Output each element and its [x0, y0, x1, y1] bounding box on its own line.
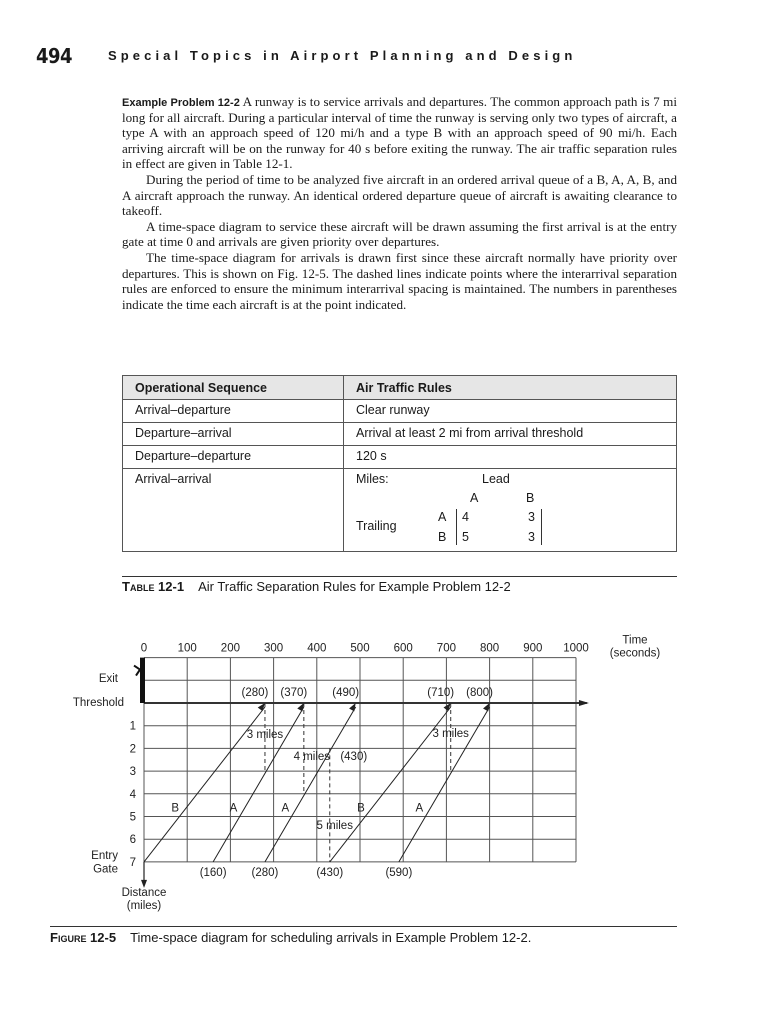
matrix-col-label: B [526, 491, 535, 505]
aircraft-type-label: B [171, 802, 180, 815]
separation-label: 5 miles [316, 819, 353, 832]
x-tick-label: 300 [264, 642, 284, 655]
column-header: Air Traffic Rules [344, 376, 677, 400]
threshold-time-label: (800) [466, 687, 494, 699]
table-row [123, 469, 677, 552]
x-tick-label: 600 [393, 642, 413, 655]
matrix-value: 5 [462, 530, 469, 544]
arrow-head-icon [349, 703, 356, 711]
threshold-time-label: (370) [280, 687, 308, 699]
table-cell: Arrival–arrival [123, 469, 344, 552]
table-cell: Arrival–departure [123, 400, 344, 423]
arrow-head-icon [297, 703, 304, 711]
x-axis-label: Time [622, 634, 648, 647]
separation-label: 3 miles [246, 729, 284, 742]
x-axis-label: (seconds) [609, 647, 661, 660]
page-number: 494 [36, 44, 73, 68]
body-text [122, 94, 677, 312]
x-tick-label: 1000 [563, 642, 589, 655]
y-tick-label: 5 [129, 811, 136, 824]
aircraft-type-label: A [229, 802, 238, 815]
table-caption [122, 579, 511, 594]
y-label-entry-gate: Gate [93, 863, 118, 876]
table-cell: Departure–arrival [123, 423, 344, 446]
entry-time-label: (280) [251, 866, 279, 879]
example-label: Example Problem 12-2 [122, 97, 240, 109]
lead-label: Lead [482, 472, 510, 486]
column-header: Operational Sequence [123, 376, 344, 400]
figure-caption-text: Time-space diagram for scheduling arrivals in Example Problem 12-2. [130, 930, 532, 945]
paragraph-4: The time-space diagram for arrivals is drawn first since these aircraft normally have priority over departures. This is shown on Fig. 12-5. The dashed lines indicate points where the interarrival separation rules are enforced to ensure the minimum interarrival spacing is maintained. The numbers in parentheses indicate the time each aircraft is at the point indicated. [122, 249, 677, 312]
matrix-row-label: B [438, 530, 447, 544]
threshold-time-label: (280) [241, 687, 269, 699]
paragraph-2: During the period of time to be analyzed five aircraft in an ordered arrival queue of a B, A, A, B, and A aircraft approach the runway. An identical ordered departure queue of aircraft is awaiting clearance to takeoff. [122, 171, 677, 219]
matrix-col-label: A [470, 491, 479, 505]
table-cell: 120 s [344, 446, 677, 469]
entry-time-label: (430) [316, 866, 344, 879]
paragraph-1 [122, 94, 677, 172]
x-tick-label: 100 [177, 642, 197, 655]
entry-time-label: (590) [385, 866, 413, 879]
separation-time-label: (430) [340, 750, 368, 763]
matrix-row-label: A [438, 510, 447, 524]
arrow-head-icon [443, 703, 450, 711]
separation-rules-table [122, 375, 677, 552]
matrix-value: 3 [528, 510, 535, 524]
table-header-row [123, 376, 677, 400]
arrow-head-icon [483, 703, 490, 711]
x-tick-label: 0 [140, 642, 148, 655]
entry-time-label: (160) [199, 866, 227, 879]
trailing-label: Trailing [356, 519, 397, 533]
paragraph-3: A time-space diagram to service these aircraft will be drawn assuming the first arrival is at the entry gate at time 0 and arrivals are given priority over departures. [122, 218, 677, 250]
x-tick-label: 800 [480, 642, 500, 655]
caption-rule [50, 926, 677, 927]
threshold-time-label: (490) [332, 687, 360, 699]
y-tick-label: 6 [129, 834, 136, 847]
y-label-exit: Exit [98, 673, 118, 686]
exit-taxiway-icon [134, 666, 140, 676]
running-header: Special Topics in Airport Planning and Design [108, 48, 577, 63]
matrix-value: 3 [528, 530, 535, 544]
table-caption-label: Table 12-1 [122, 579, 185, 594]
y-axis-label: (miles) [126, 899, 162, 912]
x-tick-label: 700 [436, 642, 456, 655]
y-label-entry-gate: Entry [91, 850, 118, 863]
figure-caption-label: Figure 12-5 [50, 930, 117, 945]
arrow-head-icon [258, 703, 265, 711]
x-tick-label: 200 [220, 642, 240, 655]
aircraft-type-label: A [415, 802, 424, 815]
separation-label: 4 miles [293, 750, 331, 763]
miles-label: Miles: [356, 472, 389, 486]
threshold-time-label: (710) [427, 687, 455, 699]
y-tick-label: 7 [129, 856, 136, 869]
aircraft-type-label: B [357, 802, 365, 815]
table-cell: Clear runway [344, 400, 677, 423]
aircraft-type-label: A [281, 802, 290, 815]
table-caption-text: Air Traffic Separation Rules for Example Problem 12-2 [198, 579, 511, 594]
table-cell: Arrival at least 2 mi from arrival threshold [344, 423, 677, 446]
paragraph-1-text: A runway is to service arrivals and departures. The common approach path is 7 mi long for all aircraft. During a particular interval of time the runway is serving only two types of aircraft, a type A with an approach speed of 120 mi/h and a type B with an approach speed of 90 mi/h. Each arriving aircraft will be on the runway for 40 s before exiting the runway. The air traffic separation rules in effect are given in Table 12-1. [122, 94, 677, 172]
caption-rule [122, 576, 677, 577]
y-axis-label: Distance [121, 886, 167, 899]
y-label-threshold: Threshold [72, 697, 124, 709]
y-tick-label: 2 [129, 743, 136, 756]
table-cell [344, 469, 677, 552]
time-space-diagram [0, 625, 768, 925]
y-tick-label: 3 [129, 766, 136, 779]
arrow-head-icon [579, 700, 589, 706]
x-tick-label: 500 [350, 642, 370, 655]
y-tick-label: 4 [129, 788, 136, 801]
table-row [123, 423, 677, 446]
table-cell: Departure–departure [123, 446, 344, 469]
table-row [123, 446, 677, 469]
x-tick-label: 900 [523, 642, 543, 655]
table-row [123, 400, 677, 423]
runway-bar [140, 658, 145, 703]
matrix-value: 4 [462, 510, 469, 524]
y-tick-label: 1 [129, 720, 136, 733]
separation-label: 3 miles [432, 728, 469, 741]
x-tick-label: 400 [307, 642, 327, 655]
figure-caption [50, 930, 531, 945]
